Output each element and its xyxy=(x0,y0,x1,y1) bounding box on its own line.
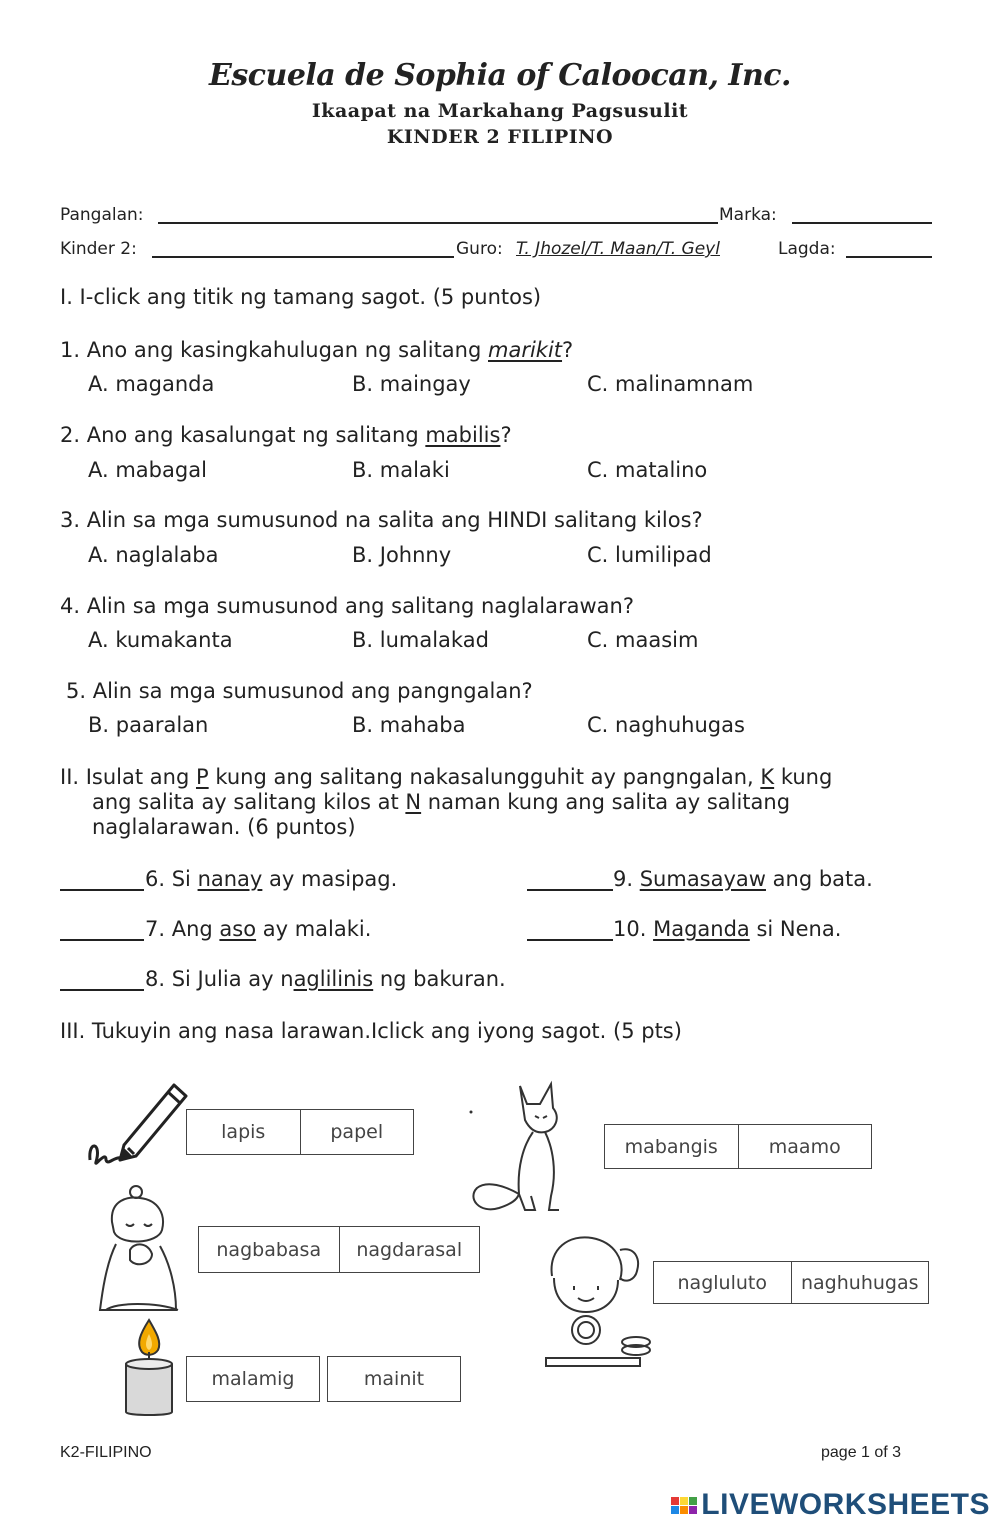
praying-girl-image xyxy=(96,1184,192,1316)
answer-blank-10[interactable] xyxy=(527,939,613,941)
answer-blank-9[interactable] xyxy=(527,889,613,891)
q2-option-b[interactable]: B. malaki xyxy=(352,458,450,482)
question-4: 4. Alin sa mga sumusunod ang salitang naglalarawan? xyxy=(60,594,634,618)
choice-mainit[interactable] xyxy=(327,1356,461,1402)
pencil-image xyxy=(84,1070,194,1170)
q5-option-a[interactable]: B. paaralan xyxy=(88,713,209,737)
page-number: page 1 of 3 xyxy=(821,1444,902,1461)
section3-title: III. Tukuyin ang nasa larawan.Iclick ang iyong sagot. (5 pts) xyxy=(60,1019,682,1043)
q2-option-c[interactable]: C. matalino xyxy=(587,458,708,482)
school-name: Escuela de Sophia of Caloocan, Inc. xyxy=(208,58,791,93)
section2-instructions: II. Isulat ang P kung ang salitang nakasalungguhit ay pangngalan, K kung ang salita ay salitang kilos at N naman kung ang salita ay salitang naglalarawan. (6 puntos) xyxy=(60,765,833,839)
question-2: 2. Ano ang kasalungat ng salitang mabilis? xyxy=(60,423,512,447)
question-3: 3. Alin sa mga sumusunod na salita ang HINDI salitang kilos? xyxy=(60,508,703,532)
item-9: 9. Sumasayaw ang bata. xyxy=(613,867,873,891)
name-line xyxy=(158,222,718,224)
choice-box-fox xyxy=(604,1124,872,1169)
answer-blank-7[interactable] xyxy=(60,939,144,941)
q3-option-b[interactable]: B. Johnny xyxy=(352,543,452,567)
q4-option-c[interactable]: C. maasim xyxy=(587,628,699,652)
brand-text: LIVEWORKSHEETS xyxy=(701,1488,990,1521)
q1-option-a[interactable]: A. maganda xyxy=(88,372,215,396)
choice-box-pencil xyxy=(186,1109,414,1155)
q5-option-c[interactable]: C. naghuhugas xyxy=(587,713,745,737)
q3-option-a[interactable]: A. naglalaba xyxy=(88,543,219,567)
choice-nagluluto[interactable]: nagluluto xyxy=(677,1271,767,1294)
choice-mabangis[interactable]: mabangis xyxy=(624,1135,718,1158)
question-5: 5. Alin sa mga sumusunod ang pangngalan? xyxy=(66,679,533,703)
q2-option-a[interactable]: A. mabagal xyxy=(88,458,207,482)
answer-blank-6[interactable] xyxy=(60,889,144,891)
section1-title: I. I-click ang titik ng tamang sagot. (5 puntos) xyxy=(60,285,542,309)
class-label: Kinder 2: xyxy=(60,239,137,259)
choice-mainit-label: mainit xyxy=(363,1368,425,1390)
choice-naghuhugas[interactable]: naghuhugas xyxy=(791,1262,929,1303)
q3-option-c[interactable]: C. lumilipad xyxy=(587,543,712,567)
q1-option-c[interactable]: C. malinamnam xyxy=(587,372,754,396)
q4-option-b[interactable]: B. lumalakad xyxy=(352,628,489,652)
score-line xyxy=(792,222,932,224)
fox-image xyxy=(465,1076,580,1216)
question-1: 1. Ano ang kasingkahulugan ng salitang marikit? xyxy=(60,338,574,362)
choice-box-girl xyxy=(198,1226,480,1273)
choice-lapis[interactable]: lapis xyxy=(221,1121,266,1143)
choice-nagdarasal[interactable]: nagdarasal xyxy=(339,1227,480,1272)
teacher-label: Guro: xyxy=(456,239,503,259)
name-label: Pangalan: xyxy=(60,205,144,225)
exam-title: Ikaapat na Markahang Pagsusulit xyxy=(311,100,689,122)
logo-grid-icon xyxy=(671,1497,697,1514)
signature-label: Lagda: xyxy=(778,239,836,259)
choice-maamo[interactable]: maamo xyxy=(738,1125,872,1168)
q4-option-a[interactable]: A. kumakanta xyxy=(88,628,233,652)
choice-malamig[interactable] xyxy=(186,1356,320,1402)
choice-malamig-label: malamig xyxy=(211,1368,295,1390)
q5-option-b[interactable]: B. mahaba xyxy=(352,713,466,737)
class-line xyxy=(152,256,454,258)
teacher-value: T. Jhozel/T. Maan/T. Geyl xyxy=(516,239,720,259)
item-10: 10. Maganda si Nena. xyxy=(613,917,842,941)
score-label: Marka: xyxy=(719,205,777,225)
liveworksheets-logo xyxy=(671,1488,990,1522)
answer-blank-8[interactable] xyxy=(60,989,144,991)
washing-girl-image xyxy=(540,1230,655,1370)
item-8: 8. Si Julia ay naglilinis ng bakuran. xyxy=(145,967,506,991)
choice-papel[interactable]: papel xyxy=(300,1110,414,1154)
choice-nagbabasa[interactable]: nagbabasa xyxy=(216,1238,322,1261)
subject-title: KINDER 2 FILIPINO xyxy=(386,126,614,148)
signature-line xyxy=(846,256,932,258)
footer-left: K2-FILIPINO xyxy=(60,1444,152,1461)
item-7: 7. Ang aso ay malaki. xyxy=(145,917,372,941)
item-6: 6. Si nanay ay masipag. xyxy=(145,867,398,891)
q1-option-b[interactable]: B. maingay xyxy=(352,372,471,396)
candle-image xyxy=(118,1316,180,1418)
choice-box-dishes xyxy=(653,1261,929,1304)
